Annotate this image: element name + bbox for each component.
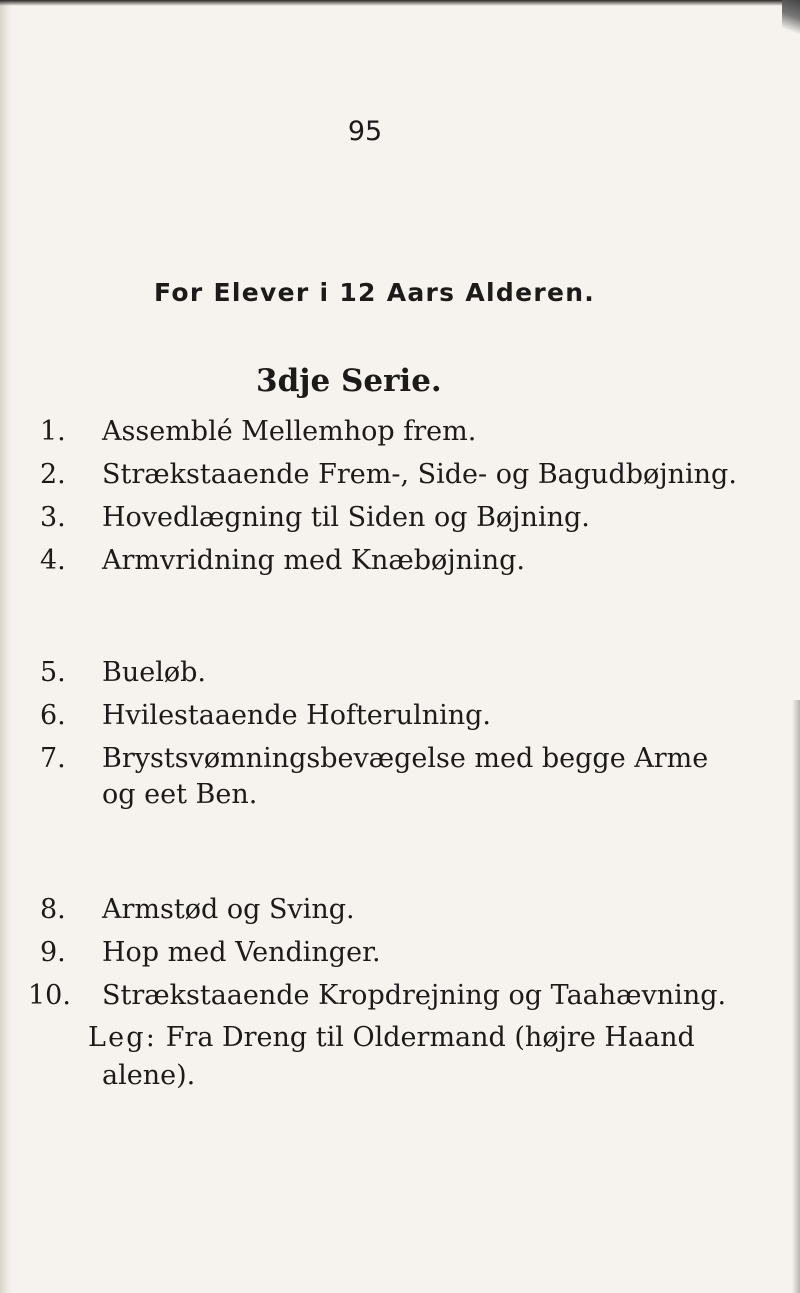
item-text: Brystsvømningsbevægelse med begge Arme [102, 743, 709, 774]
list-item [40, 500, 790, 535]
leg-line [88, 1020, 695, 1055]
item-number: 5. [40, 657, 66, 688]
item-number: 6. [40, 700, 66, 731]
item-number: 8. [40, 894, 66, 925]
list-item [40, 655, 790, 690]
item-text: Hvilestaaende Hofterulning. [102, 700, 491, 731]
item-number: 9. [40, 937, 66, 968]
item-number: 10. [28, 980, 71, 1011]
item-number: 1. [40, 416, 66, 447]
list-item [40, 741, 790, 776]
list-item [28, 978, 790, 1013]
leg-continuation: alene). [102, 1060, 196, 1091]
item-continuation: og eet Ben. [102, 779, 258, 810]
item-number: 3. [40, 502, 66, 533]
item-text: Assemblé Mellemhop frem. [102, 416, 477, 447]
section-heading: For Elever i 12 Aars Alderen. [154, 278, 596, 307]
item-number: 7. [40, 743, 66, 774]
page-corner-shadow [782, 0, 800, 40]
list-item [40, 892, 790, 927]
item-text: Hop med Vendinger. [102, 937, 381, 968]
item-number: 2. [40, 459, 66, 490]
list-item [40, 543, 790, 578]
item-text: Strækstaaende Frem-, Side- og Bagudbøjning. [102, 459, 737, 490]
list-item [40, 457, 790, 492]
page-top-edge [0, 0, 800, 6]
page-right-edge [792, 700, 800, 1293]
list-item [40, 935, 790, 970]
item-text: Armstød og Sving. [102, 894, 355, 925]
item-text: Bueløb. [102, 657, 206, 688]
item-number: 4. [40, 545, 66, 576]
item-text: Armvridning med Knæbøjning. [102, 545, 525, 576]
item-text: Hovedlægning til Siden og Bøjning. [102, 502, 590, 533]
series-heading: 3dje Serie. [256, 363, 442, 399]
page-number: 95 [347, 116, 383, 147]
list-item [40, 698, 790, 733]
leg-text: Fra Dreng til Oldermand (højre Haand [165, 1022, 695, 1053]
item-text: Strækstaaende Kropdrejning og Taahævning. [102, 980, 727, 1011]
leg-label: Leg: [88, 1022, 158, 1053]
list-item [40, 414, 790, 449]
page-binding-edge [0, 0, 12, 1293]
